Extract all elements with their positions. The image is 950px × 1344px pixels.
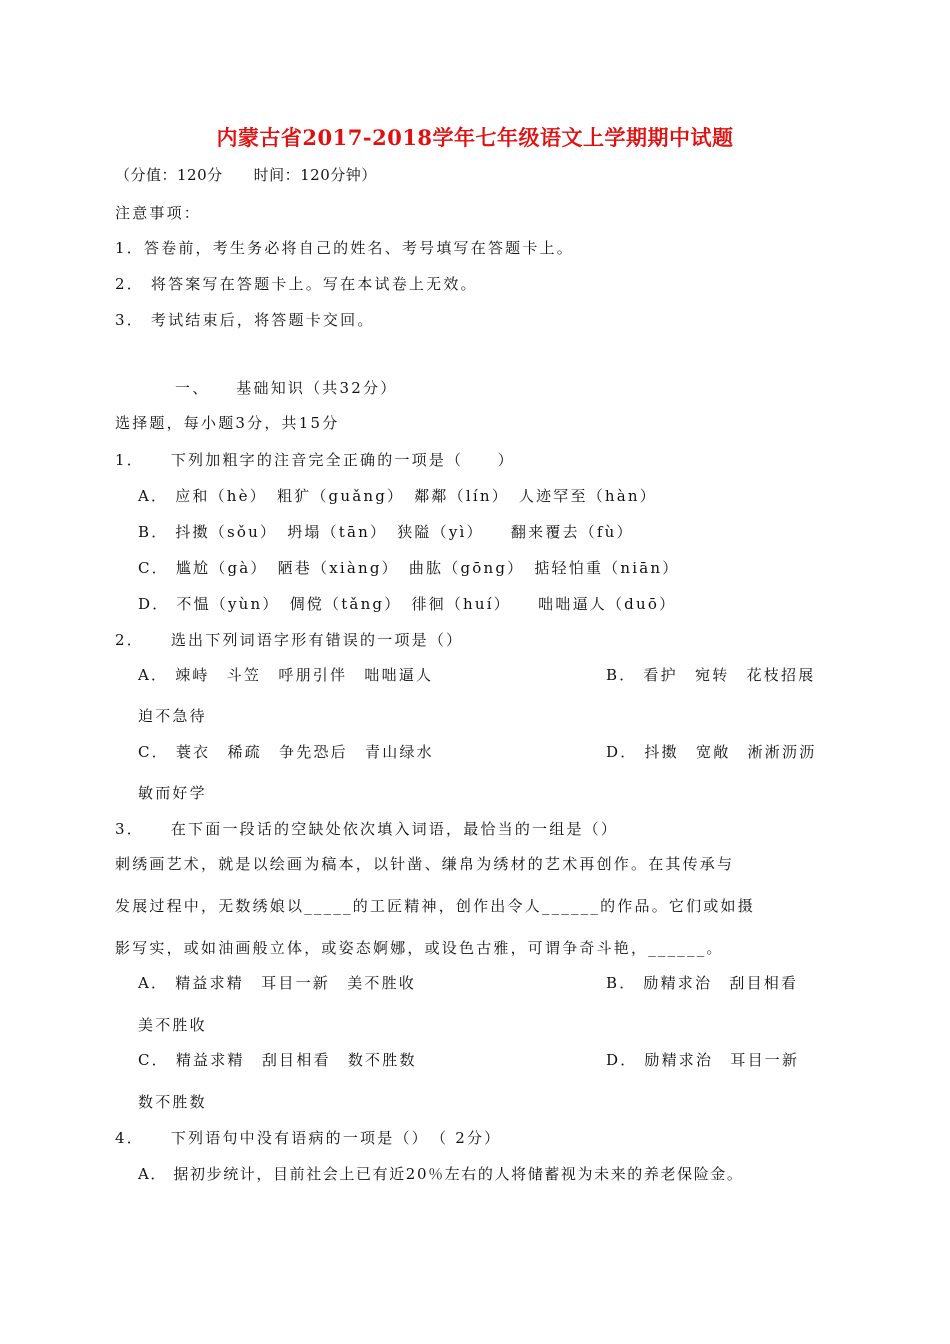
question-3-option-b: B． 励精求治 刮目相看 bbox=[606, 974, 799, 992]
option-item: 鄰鄰（lín） bbox=[414, 487, 509, 505]
question-3-stem: 3． 在下面一段话的空缺处依次填入词语，最恰当的一组是（） bbox=[115, 820, 619, 838]
option-item: C． 尴尬（gà） bbox=[138, 559, 268, 577]
question-3-option-d-continued: 数不胜数 bbox=[138, 1093, 207, 1111]
option-item: 掂轻怕重（niān） bbox=[534, 559, 680, 577]
question-2-option-d: D． 抖擞 宽敞 淅淅沥沥 bbox=[606, 743, 817, 761]
question-1-option-a bbox=[138, 485, 667, 506]
question-1-stem: 1． 下列加粗字的注音完全正确的一项是（ ） bbox=[115, 451, 515, 469]
option-item: 人迹罕至（hàn） bbox=[518, 487, 657, 505]
option-item: 倜傥（tǎng） bbox=[289, 595, 402, 613]
question-2-option-d-continued: 敏而好学 bbox=[138, 784, 207, 802]
exam-meta: （分值：120分 时间：120分钟） bbox=[115, 166, 377, 184]
question-2-option-a: A． 竦峙 斗笠 呼朋引伴 咄咄逼人 bbox=[138, 666, 434, 684]
question-1-option-c bbox=[138, 557, 689, 578]
notice-item: 2． 将答案写在答题卡上。写在本试卷上无效。 bbox=[115, 275, 478, 293]
question-3-option-c: C． 精益求精 刮目相看 数不胜数 bbox=[138, 1051, 417, 1069]
option-item: 徘徊（huí） bbox=[411, 595, 511, 613]
question-3-passage-line: 发展过程中，无数绣娘以_____的工匠精神，创作出令人______的作品。它们或如摄 bbox=[115, 897, 755, 915]
question-3-option-b-continued: 美不胜收 bbox=[138, 1016, 207, 1034]
question-3-option-d: D． 励精求治 耳目一新 bbox=[606, 1051, 800, 1069]
notice-item: 1．答卷前，考生务必将自己的姓名、考号填写在答题卡上。 bbox=[115, 239, 574, 257]
question-2-stem: 2． 选出下列词语字形有错误的一项是（） bbox=[115, 631, 464, 649]
section-intro: 选择题，每小题3分，共15分 bbox=[115, 414, 340, 432]
option-item: B． 抖擞（sǒu） bbox=[138, 523, 278, 541]
exam-title: 内蒙古省2017-2018学年七年级语文上学期期中试题 bbox=[216, 125, 734, 150]
question-1-option-d bbox=[138, 593, 686, 614]
option-item: 粗犷（guǎng） bbox=[276, 487, 405, 505]
question-1-option-b bbox=[138, 521, 644, 542]
option-item: 翻来覆去（fù） bbox=[493, 523, 634, 541]
option-item: A． 应和（hè） bbox=[138, 487, 267, 505]
question-3-option-a: A． 精益求精 耳目一新 美不胜收 bbox=[138, 974, 417, 992]
option-item: D． 不愠（yùn） bbox=[138, 595, 280, 613]
option-item: 咄咄逼人（duō） bbox=[520, 595, 677, 613]
notice-item: 3． 考试结束后，将答题卡交回。 bbox=[115, 311, 375, 329]
question-4-stem: 4． 下列语句中没有语病的一项是（） （ 2分） bbox=[115, 1129, 502, 1147]
option-item: 坍塌（tān） bbox=[287, 523, 388, 541]
question-3-passage-line: 刺绣画艺术，就是以绘画为稿本，以针凿、缣帛为绣材的艺术再创作。在其传承与 bbox=[115, 855, 735, 873]
question-4-option-a: A． 据初步统计，目前社会上已有近20％左右的人将储蓄视为未来的养老保险金。 bbox=[138, 1165, 744, 1183]
section-heading: 一、 基础知识（共32分） bbox=[175, 379, 398, 397]
question-2-option-c: C． 蓑衣 稀疏 争先恐后 青山绿水 bbox=[138, 743, 434, 761]
notice-heading: 注意事项： bbox=[115, 204, 202, 222]
question-3-passage-line: 影写实，或如油画般立体，或姿态婀娜，或设色古雅，可谓争奇斗艳，______。 bbox=[115, 939, 724, 957]
option-item: 陋巷（xiàng） bbox=[277, 559, 399, 577]
option-item: 曲肱（gōng） bbox=[408, 559, 525, 577]
option-item: 狭隘（yì） bbox=[397, 523, 484, 541]
question-2-option-b: B． 看护 宛转 花枝招展 bbox=[606, 666, 816, 684]
question-2-option-b-continued: 迫不急待 bbox=[138, 707, 207, 725]
